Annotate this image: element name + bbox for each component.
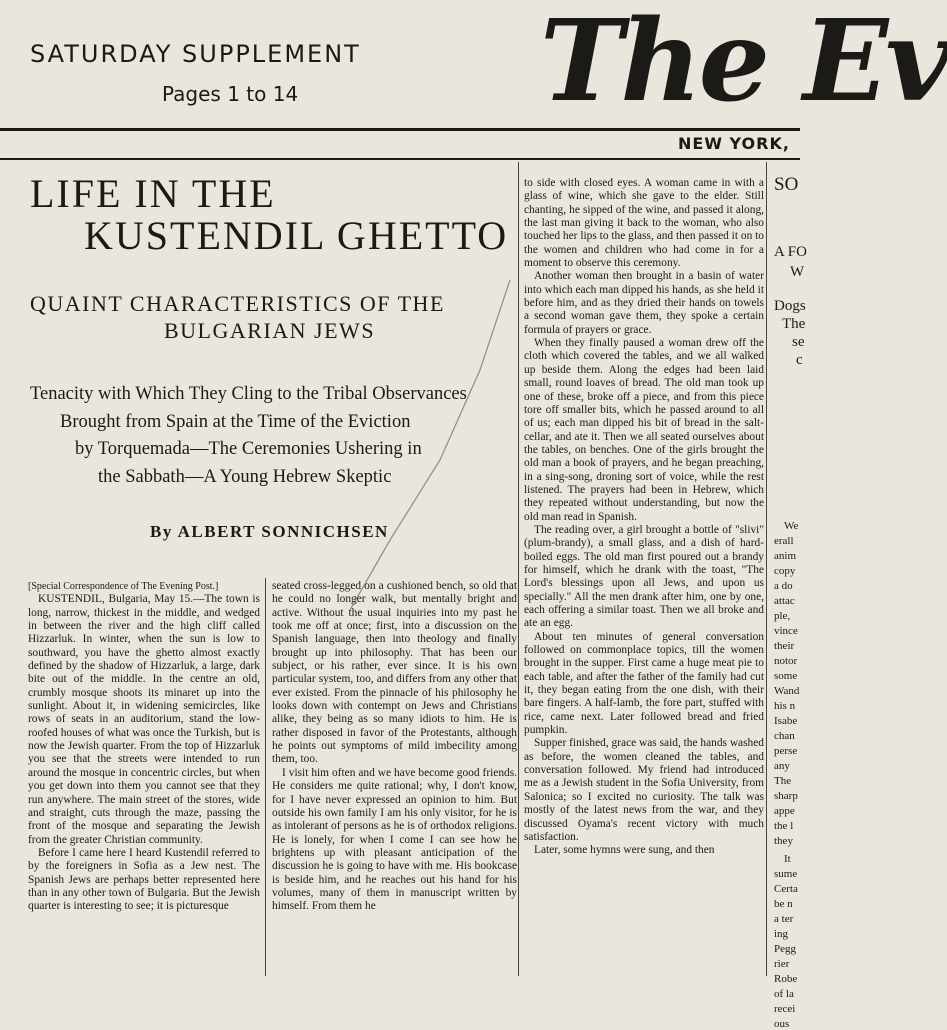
fragment-text: copy <box>774 565 796 577</box>
fragment-text: some <box>774 670 798 682</box>
fragment-text: erall <box>774 535 794 547</box>
fragment-text: The <box>782 316 806 332</box>
fragment-text: anim <box>774 550 796 562</box>
fragment-text: se <box>792 334 805 350</box>
fragment-text: his n <box>774 700 796 712</box>
fragment-text: W <box>790 264 805 280</box>
fragment-text: be n <box>774 898 793 910</box>
fragment-text: We <box>784 520 799 532</box>
fragment-text: recei <box>774 1003 796 1015</box>
subheadline-line-1: QUAINT CHARACTERISTICS OF THE <box>30 291 445 316</box>
fragment-text: Robe <box>774 973 798 985</box>
supplement-title: SATURDAY SUPPLEMENT <box>30 40 361 68</box>
fragment-text: Wand <box>774 685 800 697</box>
fragment-text: A FO <box>774 244 807 260</box>
article-paragraph: KUSTENDIL, Bulgaria, May 15.—The town is long, narrow, thickest in the middle, and wedged in between the river and the high cliff called Hizzarluk. In winter, when the sun is low to southward, you have the ghetto almost exactly defined by the shadow of Hizzarluk, a large, dark bite out of the middle. In the centre an old, crumbly mosque shoots its minaret up into the sunlight. About it, in widening semicircles, like rows of seats in an auditorium, stand the low-roofed houses of what was once the Turkish, but is now the Jewish quarter. From the top of Hizzarluk you see that the streets were intended to run around the mosque in concentric circles, but when you get down into them you cannot see that they run anywhere. The main street of the stores, wide and straight, cuts through the maze, passing the front of the mosque and separating the Jewish from the greater Christian community. <box>28 593 260 846</box>
fragment-text: notor <box>774 655 798 667</box>
fragment-text: a do <box>774 580 793 592</box>
fragment-text: attac <box>774 595 795 607</box>
article-paragraph: seated cross-legged on a cushioned bench, so old that he could no longer walk, but mentally bright and active. Without the usual inquiries into my past he took me off at once; first, into a discussion on the Spanish language, then into theology and finally brought up into philosophy. That has been our subject, or his rather, ever since. It is his own particular system, too, and differs from any other that ever existed. From the pinnacle of his philosophy he looks down with contempt on Jews and Christians alike, they being as so many idiots to him. He is rather disposed in favor of the Protestants, although he points out symptoms of mild imbecility among them, too. <box>272 580 517 766</box>
article-column-2 <box>272 580 517 914</box>
dateline: NEW YORK, <box>678 134 790 153</box>
subheadline-line-2: BULGARIAN JEWS <box>164 318 376 343</box>
fragment-text: perse <box>774 745 798 757</box>
adjacent-article-fragments <box>766 160 807 1030</box>
fragment-text: Dogs <box>774 298 806 314</box>
article-paragraph: Another woman then brought in a basin of water into which each man dipped his hands, as she held it before him, and as they dried their hands on towels a second woman gave them, they spoke a certain formula of prayers or grace. <box>524 270 764 336</box>
article-paragraph: Later, some hymns were sung, and then <box>534 844 715 857</box>
fragment-text: The <box>774 775 792 787</box>
deck-line: by Torquemada—The Ceremonies Ushering in <box>75 439 422 459</box>
supplement-pages: Pages 1 to 14 <box>162 82 299 106</box>
fragment-text: ous <box>774 1018 790 1030</box>
dateline-rule <box>0 158 800 160</box>
masthead-rule <box>0 128 800 131</box>
fragment-text: appe <box>774 805 795 817</box>
deck-line: the Sabbath—A Young Hebrew Skeptic <box>98 467 392 487</box>
article-paragraph: to side with closed eyes. A woman came in with a glass of wine, which she gave to the elder. Still chanting, he sipped of the wine, and passed it along, the last man giving it back to the woman, who also touched her lips to the glass, and then passed it on to the women and children who had come in for a moment to observe this ceremony. <box>524 177 764 270</box>
article-paragraph: The reading over, a girl brought a bottle of "slivi" (plum-brandy), a small glass, and a dish of hard-boiled eggs. The old man first poured out a brandy for himself, which he drank with the toast, "The Lord's blessings upon all Jews, and upon us specially." All the men drank after him, one by one, each offering a similar toast. Then we all broke and ate an egg. <box>524 523 764 630</box>
article-paragraph: I visit him often and we have become good friends. He considers me quite rational; why, I don't know, for I have never expressed an opinion to him. But outside his own family I am his only visitor, for he is as intolerant of persons as he is of orthodox religions. He is lonely, for when I come I can see how he brightens up with pleasant anticipation of the discussion he is going to have with me. His bookcase is beside him, and he reaches out his hand for his volumes, many of them in manuscript written by himself. From them he <box>272 766 517 913</box>
fragment-text: a ter <box>774 913 794 925</box>
fragment-text: they <box>774 835 793 847</box>
deck-line: Brought from Spain at the Time of the Eviction <box>60 412 411 432</box>
column-divider <box>265 578 266 976</box>
article-paragraph: About ten minutes of general conversation followed on commonplace topics, till the women brought in the supper. First came a huge meat pie to each table, and after the father of the family had cut it, they began eating from the one dish, with their bare fingers. A half-lamb, the fore part, stuffed with rice, came next. Later followed bread and fried pumpkin. <box>524 630 764 737</box>
fragment-text: of la <box>774 988 794 1000</box>
byline: By ALBERT SONNICHSEN <box>150 522 389 541</box>
fragment-text: vince <box>774 625 798 637</box>
fragment-text: rier <box>774 958 790 970</box>
article-paragraph: Supper finished, grace was said, the hands washed as before, the women cleaned the tables, and conversation followed. My friend had introduced me as a Jewish student in the Sofia University, from Salonica; so I excited no curiosity. The talk was mostly of the latest news from the war, and they discussed Oyama's recent victory with much satisfaction. <box>524 737 764 843</box>
fragment-text: ing <box>774 928 789 940</box>
fragment-text: chan <box>774 730 795 742</box>
fragment-text: sharp <box>774 790 798 802</box>
fragment-text: Pegg <box>774 943 796 955</box>
fragment-text: their <box>774 640 795 652</box>
fragment-text: c <box>796 352 803 368</box>
article-paragraph: Before I came here I heard Kustendil referred to by the foreigners in Sofia as a Jew nest. The Spanish Jews are perhaps better represented here than in any other town of Bulgaria. But the Jewish quarter is interesting to see; it is picturesque <box>28 846 260 913</box>
headline-line-2: KUSTENDIL GHETTO <box>84 213 509 258</box>
fragment-text: the l <box>774 820 794 832</box>
fragment-text: Isabe <box>774 715 798 727</box>
fragment-text: It <box>784 853 791 865</box>
fragment-text: Certa <box>774 883 798 895</box>
masthead: The Ev <box>540 0 947 127</box>
fragment-text: SO <box>774 174 799 195</box>
correspondence-note: [Special Correspondence of The Evening Post.] <box>28 581 219 592</box>
deck-line: Tenacity with Which They Cling to the Tribal Observances <box>30 384 467 404</box>
fragment-text: ple, <box>774 610 791 622</box>
article-paragraph: When they finally paused a woman drew off the cloth which covered the tables, and we all walked up beside them. Along the edges had been laid small, round loaves of bread. The old man took up one of these, broke off a piece, and from this piece tore off smaller bits, which he passed around to all of us; each man dipped his bit of bread in the salt-cellar, and ate it. Then we all seated ourselves about the tables, on benches. One of the girls brought the old man a book of prayers, and he began preaching, in a sing-song, droning sort of voice, while the rest listened. The prayers had been in Hebrew, which they repeated without understanding, but now the old man read in Spanish. <box>524 337 764 523</box>
headline-line-1: LIFE IN THE <box>30 171 276 216</box>
article-column-3 <box>524 177 764 858</box>
column-divider <box>518 162 519 976</box>
article-column-1 <box>28 580 260 914</box>
fragment-text: sume <box>774 868 798 880</box>
fragment-text: any <box>774 760 790 772</box>
